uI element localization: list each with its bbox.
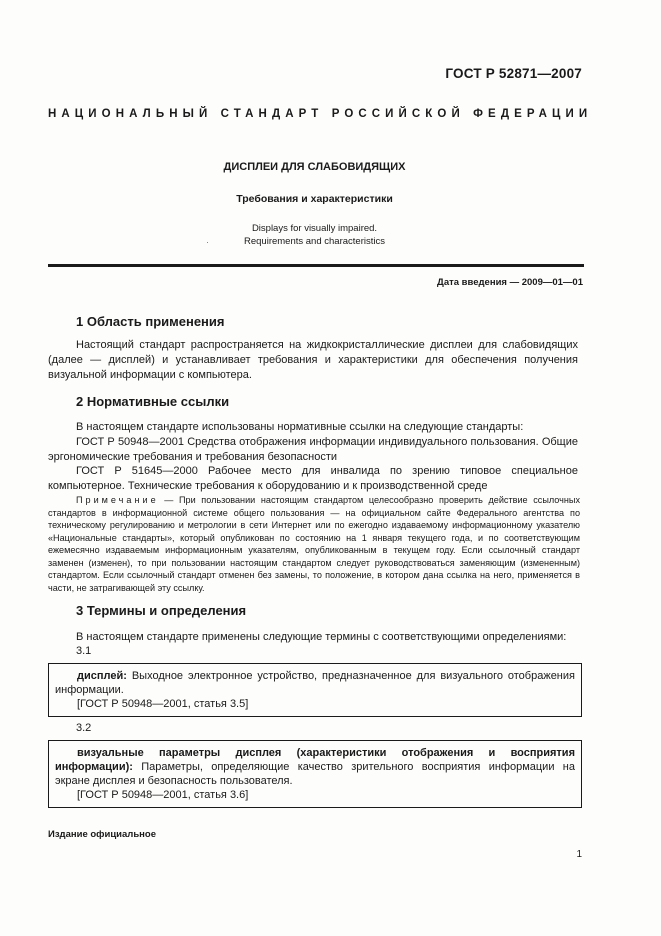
term-number: 3.2: [76, 722, 92, 734]
section-2-heading: 2 Нормативные ссылки: [76, 394, 230, 409]
page-number: 1: [576, 849, 582, 860]
scan-speck: [207, 242, 208, 243]
english-title: [0, 222, 629, 248]
section-2-reference-1: ГОСТ Р 50948—2001 Средства отображения информации индивидуального пользования. Общие эргономические требования и требования безопасности: [48, 436, 578, 463]
section-1-heading: 1 Область применения: [76, 314, 225, 329]
term-definition: Параметры, определяющие качество зрительного восприятия информации на экране дисплея и безопасность пользователя.: [55, 761, 575, 787]
edition-label: Издание официальное: [48, 829, 156, 840]
section-3-heading: 3 Термины и определения: [76, 603, 247, 618]
section-2-paragraph-1: В настоящем стандарте использованы нормативные ссылки на следующие стандарты:: [76, 421, 524, 433]
section-2-reference-2: ГОСТ Р 51645—2000 Рабочее место для инвалида по зрению типовое специальное компьютерное. Технические требования к оборудованию и к производственной среде: [48, 465, 578, 492]
section-3-paragraph: В настоящем стандарте применены следующие термины с соответствующими определениями:: [76, 631, 567, 643]
note-label: Примечание: [76, 495, 159, 505]
term-number: 3.1: [76, 645, 92, 657]
english-title-line-2: Requirements and characteristics: [244, 236, 385, 247]
term-entry: [55, 746, 575, 788]
header-rule: [48, 264, 584, 267]
term-reference: [ГОСТ Р 50948—2001, статья 3.6]: [77, 789, 249, 801]
term-definition: Выходное электронное устройство, предназначенное для визуального отображения информации.: [55, 670, 575, 696]
term-box: [48, 740, 582, 808]
term-reference: [ГОСТ Р 50948—2001, статья 3.5]: [77, 698, 249, 710]
document-title: ДИСПЛЕИ ДЛЯ СЛАБОВИДЯЩИХ: [223, 161, 406, 173]
section-1-paragraph: Настоящий стандарт распространяется на жидкокристаллические дисплеи для слабовидящих (далее — дисплей) и устанавливает требования и характеристики для обеспечения получения визуальной информации с компьютера.: [48, 339, 578, 381]
document-number: ГОСТ Р 52871—2007: [445, 66, 582, 81]
term-entry: [55, 669, 575, 697]
standard-header: НАЦИОНАЛЬНЫЙ СТАНДАРТ РОССИЙСКОЙ ФЕДЕРАЦИИ: [48, 108, 593, 120]
term-box: [48, 663, 582, 717]
note-text: — При пользовании настоящим стандартом целесообразно проверить действие ссылочных стандартов в информационной системе общего пользования — на официальном сайте Федерального агентства по техническому регулированию и метрологии в сети Интернет или по ежегодно издаваемому информационному указателю «Национальные стандарты», который опубликован по состоянию на 1 января текущего года, и по соответствующим ежемесячно издаваемым информационным указателям, опубликованным в текущем году. Если ссылочный стандарт заменен (изменен), то при пользовании настоящим стандартом следует руководствоваться заменяющим (измененным) стандартом. Если ссылочный стандарт отменен без замены, то положение, в котором дана ссылка на него, применяется в части, не затрагивающей эту ссылку.: [48, 495, 580, 593]
section-2-note: [48, 494, 580, 594]
document-subtitle: Требования и характеристики: [236, 193, 393, 205]
term-name: визуальные параметры дисплея (характеристики отображения и восприятия информации):: [55, 747, 575, 773]
introduction-date: Дата введения — 2009—01—01: [437, 277, 583, 288]
english-title-line-1: Displays for visually impaired.: [251, 223, 378, 234]
term-name: дисплей:: [77, 670, 127, 682]
